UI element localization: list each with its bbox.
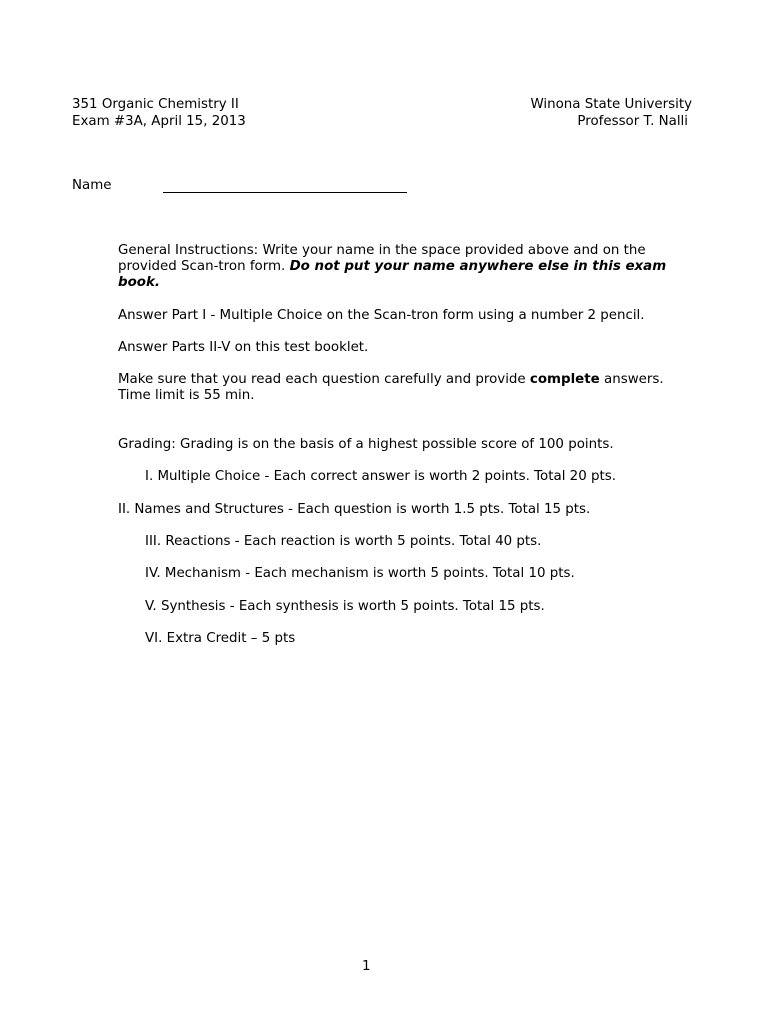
course-title: 351 Organic Chemistry II bbox=[72, 97, 239, 112]
part1-instruction: Answer Part I - Multiple Choice on the Scan-tron form using a number 2 pencil. bbox=[118, 308, 645, 323]
general-instructions-emphasis: Do not put your name anywhere else in this exam book. bbox=[118, 259, 667, 290]
parts2to5-instruction: Answer Parts II-V on this test booklet. bbox=[118, 340, 369, 355]
page-number: 1 bbox=[362, 959, 371, 974]
grading-item: V. Synthesis - Each synthesis is worth 5 points. Total 15 pts. bbox=[145, 599, 545, 614]
general-instructions bbox=[118, 243, 698, 291]
grading-intro: Grading: Grading is on the basis of a highest possible score of 100 points. bbox=[118, 437, 614, 452]
grading-item: IV. Mechanism - Each mechanism is worth 5 points. Total 10 pts. bbox=[145, 566, 575, 581]
read-suffix: answers. bbox=[599, 372, 664, 387]
name-blank-line[interactable] bbox=[163, 180, 407, 198]
grading-item: I. Multiple Choice - Each correct answer is worth 2 points. Total 20 pts. bbox=[145, 469, 616, 484]
grading-item: II. Names and Structures - Each question is worth 1.5 pts. Total 15 pts. bbox=[118, 502, 591, 517]
exam-info: Exam #3A, April 15, 2013 bbox=[72, 114, 246, 129]
grading-item: III. Reactions - Each reaction is worth 5 points. Total 40 pts. bbox=[145, 534, 542, 549]
general-instructions-text: General Instructions: Write your name in the space provided above and on the provided Scan-tron form. bbox=[118, 243, 646, 274]
read-text: Make sure that you read each question carefully and provide bbox=[118, 372, 530, 387]
name-label: Name bbox=[72, 178, 112, 193]
university-name: Winona State University bbox=[530, 97, 692, 112]
grading-item: VI. Extra Credit – 5 pts bbox=[145, 631, 296, 646]
time-limit: Time limit is 55 min. bbox=[118, 388, 255, 403]
read-carefully-instruction bbox=[118, 372, 664, 388]
professor-name: Professor T. Nalli bbox=[577, 114, 688, 129]
complete-emphasis: complete bbox=[529, 372, 600, 387]
